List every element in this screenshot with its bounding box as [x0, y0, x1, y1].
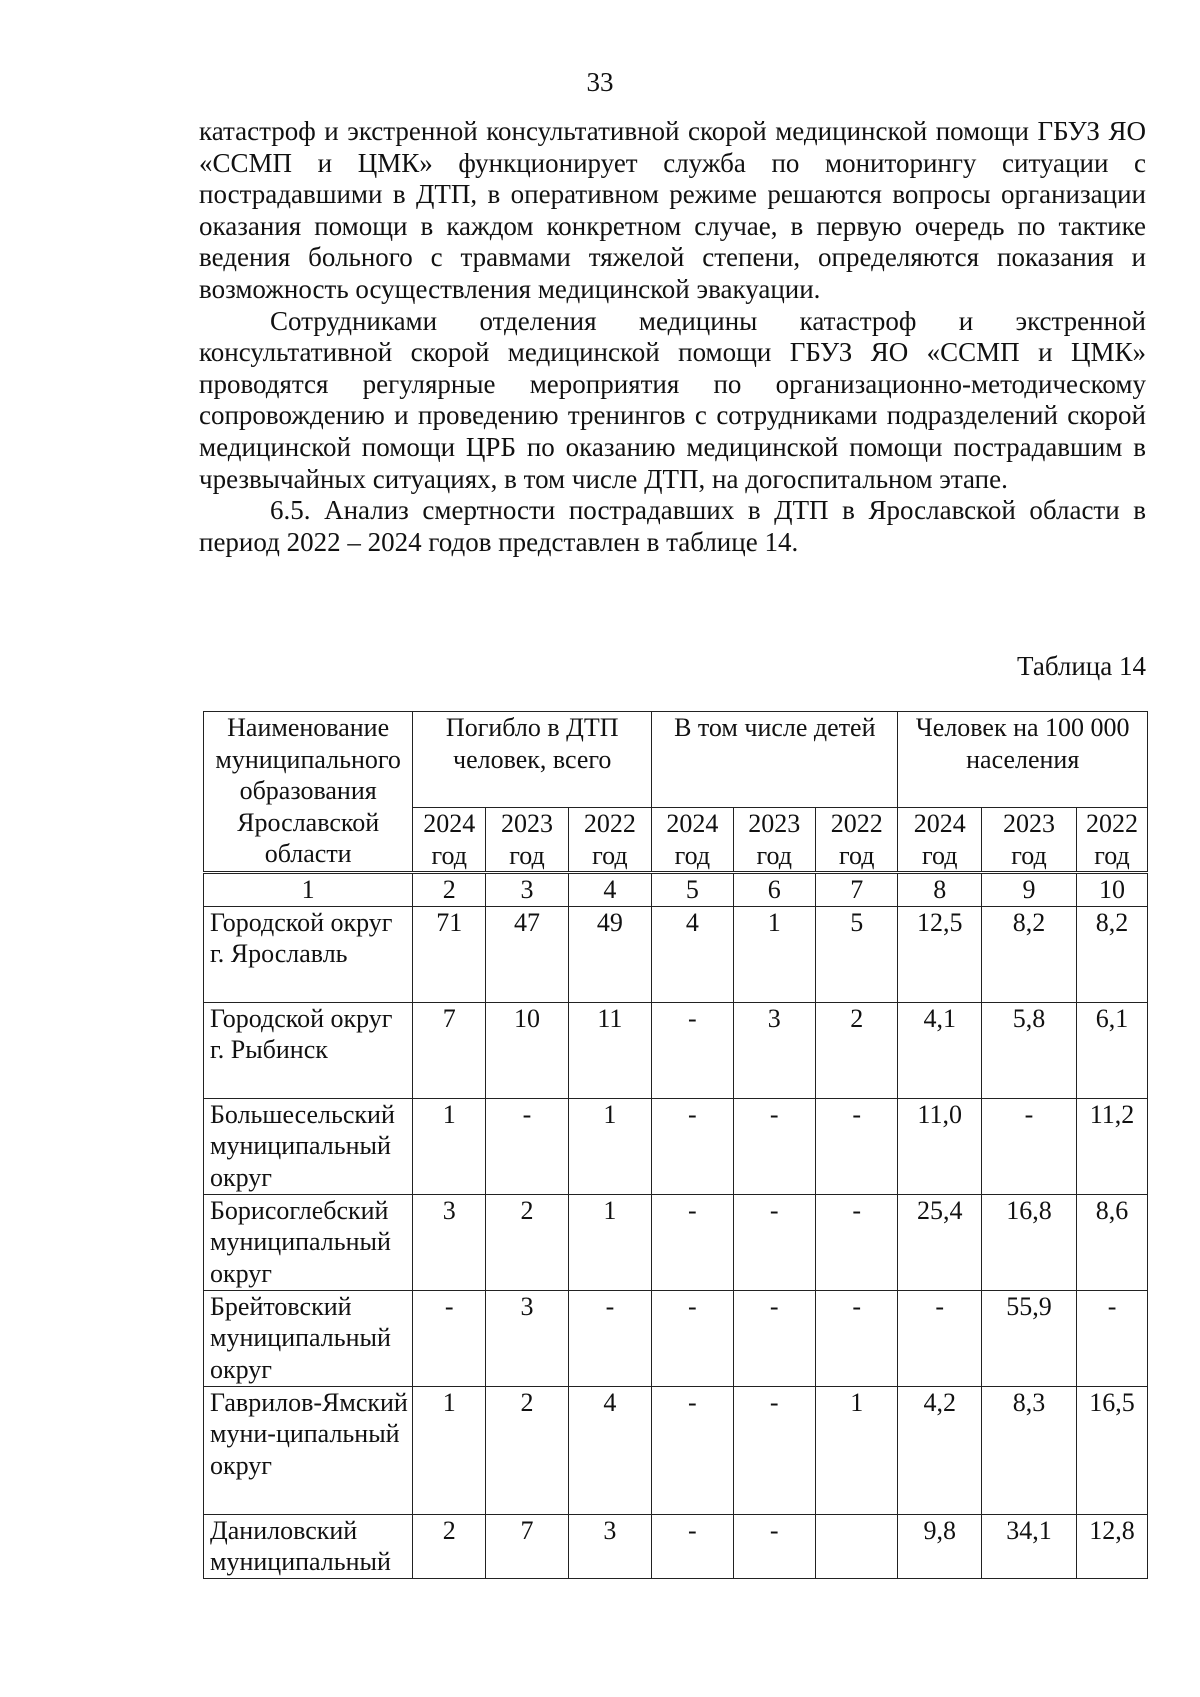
- table-cell: 5: [815, 906, 897, 1002]
- table-cell: -: [413, 1290, 486, 1386]
- table-row: [204, 906, 1148, 1002]
- year-header: 2023 год: [733, 808, 815, 873]
- table-cell: 8,6: [1077, 1194, 1148, 1290]
- column-number: 4: [568, 873, 652, 907]
- table-header-row: [204, 712, 1148, 808]
- table-cell: -: [652, 1002, 733, 1098]
- year-header: 2022 год: [1077, 808, 1148, 873]
- table-cell: -: [815, 1098, 897, 1194]
- header-children: В том числе детей: [652, 712, 898, 808]
- column-number: 1: [204, 873, 413, 907]
- municipality-name: Даниловский муниципальный: [204, 1514, 413, 1578]
- table-cell: 25,4: [898, 1194, 982, 1290]
- table-cell: 12,8: [1077, 1514, 1148, 1578]
- paragraph-staff-activities: Сотрудниками отделения медицины катастроф и экстренной консультативной скорой медицинской помощи ГБУЗ ЯО «ССМП и ЦМК» проводятся регулярные мероприятия по организационно-методическому сопровождению и проведению тренингов с сотрудниками подразделений скорой медицинской помощи ЦРБ по оказанию медицинской помощи пострадавшим в чрезвычайных ситуациях, в том числе ДТП, на догоспитальном этапе.: [199, 305, 1146, 494]
- column-number: 7: [815, 873, 897, 907]
- table-cell: -: [733, 1386, 815, 1514]
- municipality-name: Городской округ г. Рыбинск: [204, 1002, 413, 1098]
- table-cell: 5,8: [981, 1002, 1076, 1098]
- table-cell: 1: [815, 1386, 897, 1514]
- table-cell: 8,2: [981, 906, 1076, 1002]
- table-cell: 12,5: [898, 906, 982, 1002]
- header-municipality: Наименование муниципального образования Ярославской области: [204, 712, 413, 873]
- table-row: [204, 1194, 1148, 1290]
- table-cell: 71: [413, 906, 486, 1002]
- table-cell: -: [1077, 1290, 1148, 1386]
- year-header: 2022 год: [568, 808, 652, 873]
- table-cell: 10: [486, 1002, 568, 1098]
- year-header: 2024 год: [898, 808, 982, 873]
- table-cell: 1: [413, 1386, 486, 1514]
- table-cell: 2: [815, 1002, 897, 1098]
- table-cell: 1: [413, 1098, 486, 1194]
- table-cell: -: [733, 1098, 815, 1194]
- table-cell: -: [568, 1290, 652, 1386]
- table-cell: 7: [413, 1002, 486, 1098]
- body-text: [199, 116, 1146, 558]
- table-cell: 2: [413, 1514, 486, 1578]
- column-number: 6: [733, 873, 815, 907]
- table-cell: 8,2: [1077, 906, 1148, 1002]
- table-cell: 1: [733, 906, 815, 1002]
- table-cell: 16,8: [981, 1194, 1076, 1290]
- year-header: 2023 год: [486, 808, 568, 873]
- table-cell: 49: [568, 906, 652, 1002]
- table-cell: 9,8: [898, 1514, 982, 1578]
- table-cell: 2: [486, 1194, 568, 1290]
- table-cell: 4,2: [898, 1386, 982, 1514]
- table-cell: 6,1: [1077, 1002, 1148, 1098]
- year-header: 2024 год: [413, 808, 486, 873]
- table-cell: 3: [486, 1290, 568, 1386]
- column-numbers-row: [204, 873, 1148, 907]
- table-cell: -: [652, 1194, 733, 1290]
- municipality-name: Городской округ г. Ярославль: [204, 906, 413, 1002]
- table-cell: -: [733, 1290, 815, 1386]
- table-cell: 1: [568, 1194, 652, 1290]
- column-number: 10: [1077, 873, 1148, 907]
- table-cell: -: [652, 1290, 733, 1386]
- header-per-100000: Человек на 100 000 населения: [898, 712, 1148, 808]
- table-cell: 8,3: [981, 1386, 1076, 1514]
- table-cell: -: [815, 1194, 897, 1290]
- column-number: 5: [652, 873, 733, 907]
- column-number: 3: [486, 873, 568, 907]
- table-caption: Таблица 14: [1017, 651, 1146, 681]
- table-cell: -: [898, 1290, 982, 1386]
- table-cell: 1: [568, 1098, 652, 1194]
- table-cell: 55,9: [981, 1290, 1076, 1386]
- table-row: [204, 1002, 1148, 1098]
- table-cell: -: [733, 1514, 815, 1578]
- mortality-table: [203, 711, 1148, 1579]
- table-cell: 3: [413, 1194, 486, 1290]
- table-cell: 11,2: [1077, 1098, 1148, 1194]
- municipality-name: Гаврилов-Ямский муни-ципальный округ: [204, 1386, 413, 1514]
- municipality-name: Борисоглебский муниципальный округ: [204, 1194, 413, 1290]
- table-cell: -: [815, 1290, 897, 1386]
- table-cell: 16,5: [1077, 1386, 1148, 1514]
- table-cell: 11: [568, 1002, 652, 1098]
- year-header: 2023 год: [981, 808, 1076, 873]
- municipality-name: Большесельский муниципальный округ: [204, 1098, 413, 1194]
- column-number: 2: [413, 873, 486, 907]
- municipality-name: Брейтовский муниципальный округ: [204, 1290, 413, 1386]
- table-row: [204, 1098, 1148, 1194]
- table-row: [204, 1386, 1148, 1514]
- paragraph-mortality-analysis: 6.5. Анализ смертности пострадавших в ДТП в Ярославской области в период 2022 – 2024 годов представлен в таблице 14.: [199, 495, 1146, 557]
- table-cell: 2: [486, 1386, 568, 1514]
- column-number: 9: [981, 873, 1076, 907]
- year-header: 2024 год: [652, 808, 733, 873]
- paragraph-continuation: катастроф и экстренной консультативной скорой медицинской помощи ГБУЗ ЯО «ССМП и ЦМК» функционирует служба по мониторингу ситуации с пострадавшими в ДТП, в оперативном режиме решаются вопросы организации оказания помощи в каждом конкретном случае, в первую очередь по тактике ведения больного с травмами тяжелой степени, определяются показания и возможность осуществления медицинской эвакуации.: [199, 116, 1146, 304]
- table-cell: 3: [733, 1002, 815, 1098]
- table-cell: -: [652, 1514, 733, 1578]
- table-cell: 4,1: [898, 1002, 982, 1098]
- table-row: [204, 1290, 1148, 1386]
- table-cell: [815, 1514, 897, 1578]
- table-cell: 47: [486, 906, 568, 1002]
- table-cell: 7: [486, 1514, 568, 1578]
- year-header: 2022 год: [815, 808, 897, 873]
- table-cell: -: [652, 1098, 733, 1194]
- table-cell: -: [486, 1098, 568, 1194]
- table-cell: 4: [652, 906, 733, 1002]
- table-cell: 11,0: [898, 1098, 982, 1194]
- table-cell: -: [652, 1386, 733, 1514]
- table-cell: 34,1: [981, 1514, 1076, 1578]
- table-cell: 4: [568, 1386, 652, 1514]
- page-number: 33: [586, 67, 614, 97]
- table-cell: -: [981, 1098, 1076, 1194]
- table-cell: -: [733, 1194, 815, 1290]
- table-row: [204, 1514, 1148, 1578]
- column-number: 8: [898, 873, 982, 907]
- header-deaths-total: Погибло в ДТП человек, всего: [413, 712, 652, 808]
- table-cell: 3: [568, 1514, 652, 1578]
